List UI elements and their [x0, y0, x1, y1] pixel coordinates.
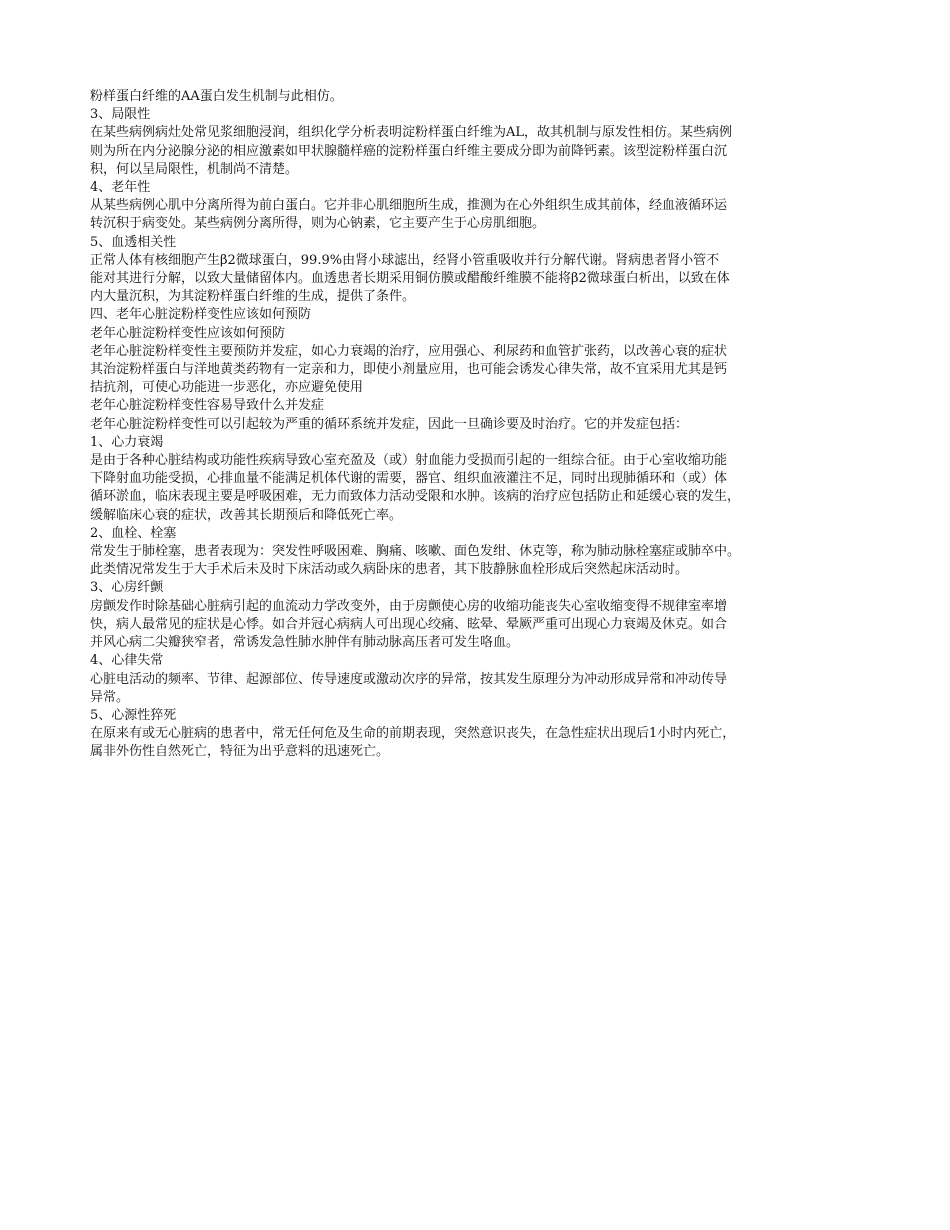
text-line: 粉样蛋白纤维的AA蛋白发生机制与此相仿。 — [90, 89, 343, 104]
section-heading: 5、血透相关性 — [90, 234, 177, 250]
text-line: 属非外伤性自然死亡，特征为出乎意料的迅速死亡。 — [90, 744, 390, 760]
subheading: 老年心脏淀粉样变性应该如何预防 — [90, 325, 286, 341]
text-line: 房颤发作时除基础心脏病引起的血流动力学改变外，由于房颤使心房的收缩功能丧失心室收缩变得不规律室率增 — [90, 598, 728, 614]
text-line: 能对其进行分解，以致大量储留体内。血透患者长期采用铜仿膜或醋酸纤维膜不能将β2微球蛋白析出，以致在体 — [90, 271, 730, 287]
text-line: 快，病人最常见的症状是心悸。如合并冠心病病人可出现心绞痛、眩晕、晕厥严重可出现心力衰竭及休克。如合 — [90, 616, 728, 632]
text-line: 缓解临床心衰的症状，改善其长期预后和降低死亡率。 — [90, 507, 403, 523]
section-heading: 4、心律失常 — [90, 653, 164, 669]
text-line: 老年心脏淀粉样变性可以引起较为严重的循环系统并发症，因此一旦确诊要及时治疗。它的并发症包括： — [90, 416, 689, 432]
text-line: 循环淤血，临床表现主要是呼吸困难，无力而致体力活动受限和水肿。该病的治疗应包括防止和延缓心衰的发生， — [90, 489, 741, 505]
section-heading: 3、局限性 — [90, 107, 151, 123]
text-line: 正常人体有核细胞产生β2微球蛋白，99.9%由肾小球滤出，经肾小管重吸收并行分解代谢。肾病患者肾小管不 — [90, 252, 720, 268]
section-heading: 1、心力衰竭 — [90, 434, 164, 450]
text-line: 老年心脏淀粉样变性主要预防并发症，如心力衰竭的治疗，应用强心、利尿药和血管扩张药，以改善心衰的症状 — [90, 343, 728, 359]
subheading: 老年心脏淀粉样变性容易导致什么并发症 — [90, 398, 325, 414]
text-line: 常发生于肺栓塞，患者表现为：突发性呼吸困难、胸痛、咳嗽、面色发绀、休克等，称为肺动脉栓塞症或肺卒中。 — [90, 544, 741, 560]
text-line: 在某些病例病灶处常见浆细胞浸润，组织化学分析表明淀粉样蛋白纤维为AL，故其机制与原发性相仿。某些病例 — [90, 125, 733, 141]
section-heading: 4、老年性 — [90, 180, 151, 196]
text-line: 转沉积于病变处。某些病例分离所得，则为心钠素，它主要产生于心房肌细胞。 — [90, 216, 546, 232]
text-line: 此类情况常发生于大手术后未及时下床活动或久病卧床的患者，其下肢静脉血栓形成后突然起床活动时。 — [90, 562, 689, 578]
text-line: 拮抗剂，可使心功能进一步恶化，亦应避免使用 — [90, 380, 364, 396]
text-line: 其治淀粉样蛋白与洋地黄类药物有一定亲和力，即使小剂量应用，也可能会诱发心律失常，故不宜采用尤其是钙 — [90, 362, 728, 378]
section-heading: 2、血栓、栓塞 — [90, 525, 177, 541]
chapter-heading: 四、老年心脏淀粉样变性应该如何预防 — [90, 307, 312, 323]
text-line: 异常。 — [90, 689, 130, 705]
text-line: 积，何以呈局限性，机制尚不清楚。 — [90, 161, 299, 177]
document-page — [90, 88, 860, 762]
text-line: 从某些病例心肌中分离所得为前白蛋白。它并非心肌细胞所生成，推测为在心外组织生成其前体，经血液循环运 — [90, 198, 728, 214]
section-heading: 5、心源性猝死 — [90, 707, 177, 723]
text-line: 是由于各种心脏结构或功能性疾病导致心室充盈及（或）射血能力受损而引起的一组综合征。由于心室收缩功能 — [90, 453, 728, 469]
text-line: 则为所在内分泌腺分泌的相应激素如甲状腺髓样癌的淀粉样蛋白纤维主要成分即为前降钙素。该型淀粉样蛋白沉 — [90, 143, 728, 159]
section-heading: 3、心房纤颤 — [90, 580, 164, 596]
text-line: 在原来有或无心脏病的患者中，常无任何危及生命的前期表现，突然意识丧失，在急性症状出现后1小时内死亡， — [90, 726, 736, 742]
text-line: 下降射血功能受损，心排血量不能满足机体代谢的需要，器官、组织血液灌注不足，同时出现肺循环和（或）体 — [90, 471, 728, 487]
text-line: 心脏电活动的频率、节律、起源部位、传导速度或激动次序的异常，按其发生原理分为冲动形成异常和冲动传导 — [90, 671, 728, 687]
text-line: 内大量沉积，为其淀粉样蛋白纤维的生成，提供了条件。 — [90, 289, 416, 305]
text-line: 并风心病二尖瓣狭窄者，常诱发急性肺水肿伴有肺动脉高压者可发生咯血。 — [90, 635, 520, 651]
